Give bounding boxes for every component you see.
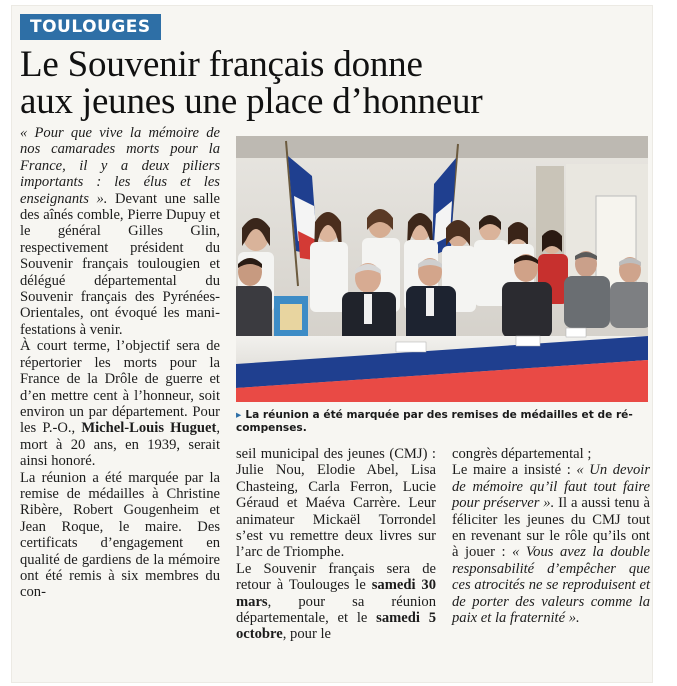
paragraph-objective [20,338,220,469]
article-column-2 [236,446,436,643]
headline-line-2: aux jeunes une place d’honneur [20,81,483,122]
mayor-text: Il a aussi tenu à féliciter les jeunes du CMJ tout en revenant sur le rôle qu’ils ont à jouer : [452,495,650,561]
article-column-1 [20,125,220,601]
meeting-photo [236,136,648,402]
honoree-text: , mort à 20 ans, en 1939, serait ainsi honoré. [20,420,221,470]
mayor-intro: Le maire a insisté : [452,462,577,479]
photo-caption [236,409,648,435]
headline-line-1: Le Souvenir français donne [20,44,423,85]
dates-text: Le Souvenir français sera de retour à Toulouges le [236,560,436,594]
headline [20,46,650,120]
paragraph-medals: La réunion a été marquée par la remise de médailles à Christine Ribère, Robert Gougenheim et Jean Roque, le maire. Des certificats d’engagement en qualité de gardiens de la mémoire ont été remis à six membres du con- [20,469,220,601]
article-column-3 [452,446,650,626]
opening-quote: « Pour que vive la mémoire de nos camarades morts pour la France, il y a deux piliers importants : les élus et les enseignants ». [20,125,220,207]
paragraph-congress: congrès départemental ; [452,446,592,462]
mayor-quote-2: « Vous avez la double responsabilité d’empêcher que ces atrocités ne se reproduisent et de porter des valeurs comme la paix et la fraternité ». [452,544,650,627]
mayor-quote-1: « Un devoir de mémoire qu’il faut tout faire pour préserver ». [452,462,651,512]
date-march: samedi 30 mars [236,577,436,610]
objective-text: À court terme, l’objectif sera de répertorier les morts pour la France de la Drôle de guerre et d’en mettre cent à l’honneur, soit environ un par département. Pour les P.-O., [20,338,220,437]
intro-text: Devant une salle des aînés comble, Pierre Dupuy et le général Gilles Glin, respectivement président du Souvenir français toulougien et délégué départemental du Souvenir français des Pyrénées-Orientales, ont évoqué les manifestations à venir. [20,190,220,338]
date-october: samedi 5 octobre [236,610,436,643]
dates-after: , pour le [282,626,331,643]
paragraph-cmj: seil municipal des jeunes (CMJ) : Julie Nou, Elodie Abel, Lisa Chasteing, Carla Ferron, Lucie Géraud et Maéva Carrère. Leur animateur Mickaël Torrondel s’est vu remettre deux livres sur l’arc de Triomphe. [236,446,436,561]
paragraph-intro [20,125,220,338]
dates-mid: , pour sa réunion départementale, et le [236,593,436,627]
paragraph-mayor [452,462,650,626]
meeting-photo-illustration [236,136,648,402]
section-tag: TOULOUGES [20,14,161,40]
honoree-name: Michel-Louis Huguet [81,420,217,437]
caption-marker: ▸ [236,409,242,421]
caption-text: La réunion a été marquée par des remises de médailles et de récompenses. [236,409,633,434]
paragraph-dates [236,561,436,643]
